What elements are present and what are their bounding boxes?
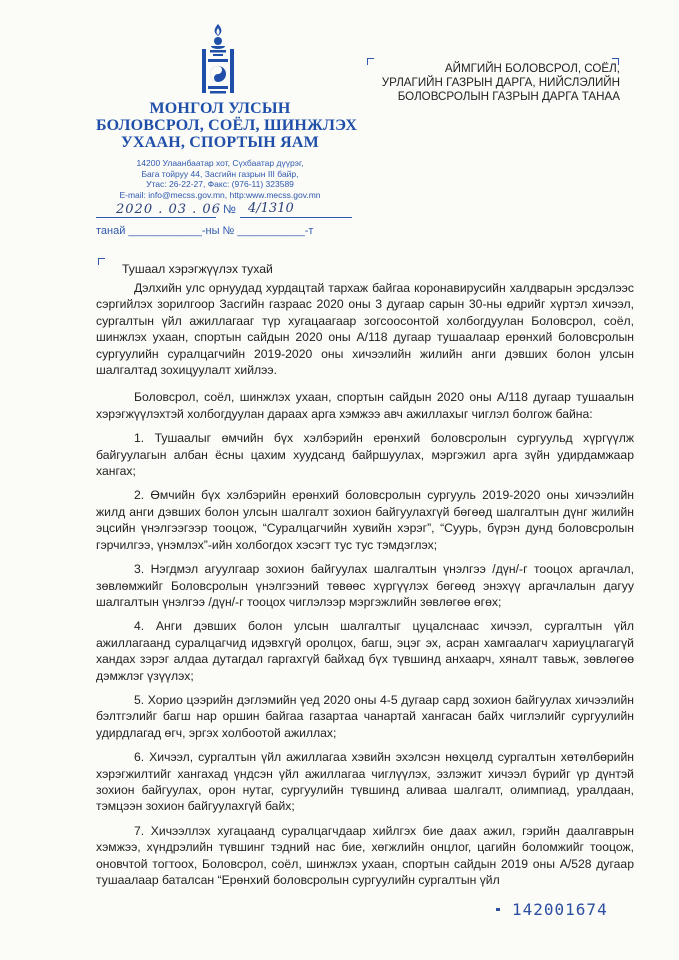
- ministry-line: БОЛОВСРОЛ, СОЁЛ, ШИНЖЛЭХ: [96, 117, 358, 134]
- number-label: №: [223, 202, 236, 216]
- addressee-line: АЙМГИЙН БОЛОВСРОЛ, СОЁЛ,: [444, 62, 620, 75]
- corner-mark: [98, 258, 105, 265]
- stamp-dot: [496, 908, 500, 911]
- body-paragraph: 1. Тушаалыг өмчийн бүх хэлбэрийн ерөнхий боловсролын сургуульд хүргүүлж байгуулагын албан ёсны цахим хуудсанд байршуулах, мэргэжил арга зүйн удирдамжаар хангах;: [96, 431, 634, 479]
- handwritten-date: 2020 . 03 . 06: [116, 202, 221, 217]
- contact-line: Утас: 26-22-27, Факс: (976-11) 323589: [146, 179, 294, 189]
- date-number-line: [96, 200, 352, 222]
- contact-line: E-mail: info@mecss.gov.mn, http:www.mecss.gov.mn: [119, 189, 321, 200]
- body-paragraph: 7. Хичээллэх хугацаанд суралцагчдаар хийлгэх бие даах ажил, гэрийн даалгаврын хэмжээ, хүндрэлийн түвшинг тэдний нас бие, хөгжлийн онцлог, цагийн боломжийг тооцож, оновчтой тогтоох, Боловсрол, соёл, шинжлэх ухаан, спортын сайдын 2019 оны А/528 дугаар тушаалаар баталсан “Ерөнхий боловсролын сургуулийн сургалтын үйл: [96, 823, 634, 887]
- ministry-line: МОНГОЛ УЛСЫН: [149, 100, 291, 117]
- letter-body: [96, 280, 634, 888]
- body-paragraph: 3. Нэгдмэл агуулгаар зохион байгуулах шалгалтын үнэлгээ /дүн/-г тооцох аргачлал, зөвлөмжийг Боловсролын үнэлгээний төвөөс хүргүүлэх бөгөөд энэхүү аргачлалын дагуу шалгалтын үнэлгээ /дүн/-г тооцох чиглэлээр мэргэжлийн зөвлөгөө өгөх;: [96, 562, 634, 609]
- registration-number: 142001674: [512, 900, 608, 919]
- body-paragraph: Боловсрол, соёл, шинжлэх ухаан, спортын сайдын 2020 оны А/118 дугаар тушаалын хэрэгжүүлэхтэй холбогдуулан дараах арга хэмжээ авч ажиллахыг чиглэл болгож байна:: [96, 390, 634, 421]
- contact-line: Бага тойруу 44, Засгийн газрын III байр,: [141, 168, 299, 179]
- number-underline: [240, 217, 352, 218]
- addressee-line: БОЛОВСРОЛЫН ГАЗРЫН ДАРГА ТАНАА: [397, 90, 620, 103]
- date-underline: [96, 217, 216, 218]
- body-paragraph: 4. Анги дэвших болон улсын шалгалтыг цуцалснаас хичээл, сургалтын үйл ажиллагаанд суралцагчид идэвхгүй оролцох, багш, эцэг эх, асран хамгаалагч хариуцлагагүй хандах зэрэг алдаа дутагдал гаргахгүй байхад бүх түвшинд анхаарч, хяналт тавьж, зөвлөгөө дэмжлэг үзүүлэх;: [96, 619, 634, 683]
- body-paragraph: Дэлхийн улс орнуудад хурдацтай тархаж байгаа коронавирусийн халдварын эрсдэлээс сэргийлэх зорилгоор Засгийн газраас 2020 оны 3 дугаар сарын 30-ны өдрийг хүртэл хичээл, сургалтын үйл ажиллагааг түр хугацаагаар зогсоосонтой холбогдуулан Боловсрол, соёл, шинжлэх ухаан, спортын сайдын 2020 оны А/118 дугаар тушаалаар ерөнхий боловсролын сургуулийн суралцагчийн 2019-2020 оны хичээлийн жилийн анги дэвших болон улсын шалгалтад зохицуулалт хийлээ.: [96, 281, 634, 378]
- contact-line: 14200 Улаанбаатар хот, Сүхбаатар дүүрэг,: [136, 158, 304, 168]
- contact-block: [96, 158, 344, 200]
- soyombo-emblem-icon: [196, 22, 240, 98]
- addressee-line: УРЛАГИЙН ГАЗРЫН ДАРГА, НИЙСЛЭЛИЙН: [381, 76, 620, 89]
- body-paragraph: 2. Өмчийн бүх хэлбэрийн ерөнхий боловсролын сургууль 2019-2020 оны хичээлийн жилд анги дэвших болон улсын шалгалт зохион байгуулахгүй бөгөөд шалгалтын дүнг жилийн эцсийн үнэлгээгээр тооцож, “Суралцагчийн хувийн хэрэг”, “Суурь, бүрэн дунд боловсролын гэрчилгээ, үнэмлэх”-ийн холбогдох хэсэгт тус тус тэмдэглэх;: [96, 488, 634, 552]
- reference-line: танай ____________-ны № ___________-т: [96, 225, 314, 237]
- body-paragraph: 6. Хичээл, сургалтын үйл ажиллагаа хэвийн эхэлсэн нөхцөлд сургалтын хөтөлбөрийн хэрэгжилтийг хангахад үндсэн үйл ажиллагаа чиглүүлэх, эзлэжит хичээл бүрийг үр дүнтэй зохион байгуулах, орон нутаг, сургуулийн түвшинд аливаа шалгалт, олимпиад, уралдаан, тэмцээн зохион байгуулахгүй байх;: [96, 750, 634, 814]
- ministry-line: УХААН, СПОРТЫН ЯАМ: [121, 134, 319, 151]
- addressee: [364, 62, 620, 104]
- handwritten-number: 4/1310: [248, 201, 294, 216]
- ministry-name: [96, 100, 358, 151]
- letter-subject: Тушаал хэрэгжүүлэх тухай: [122, 262, 273, 276]
- body-paragraph: 5. Хорио цээрийн дэглэмийн үед 2020 оны 4-5 дугаар сард зохион байгуулах хичээлийн бэлтгэлийг багш нар оршин байгаа газартаа чанартай хангасан байх чиглэлийг сургуулийн удирдлагад өгч, эргэх холбоотой ажиллах;: [96, 692, 634, 740]
